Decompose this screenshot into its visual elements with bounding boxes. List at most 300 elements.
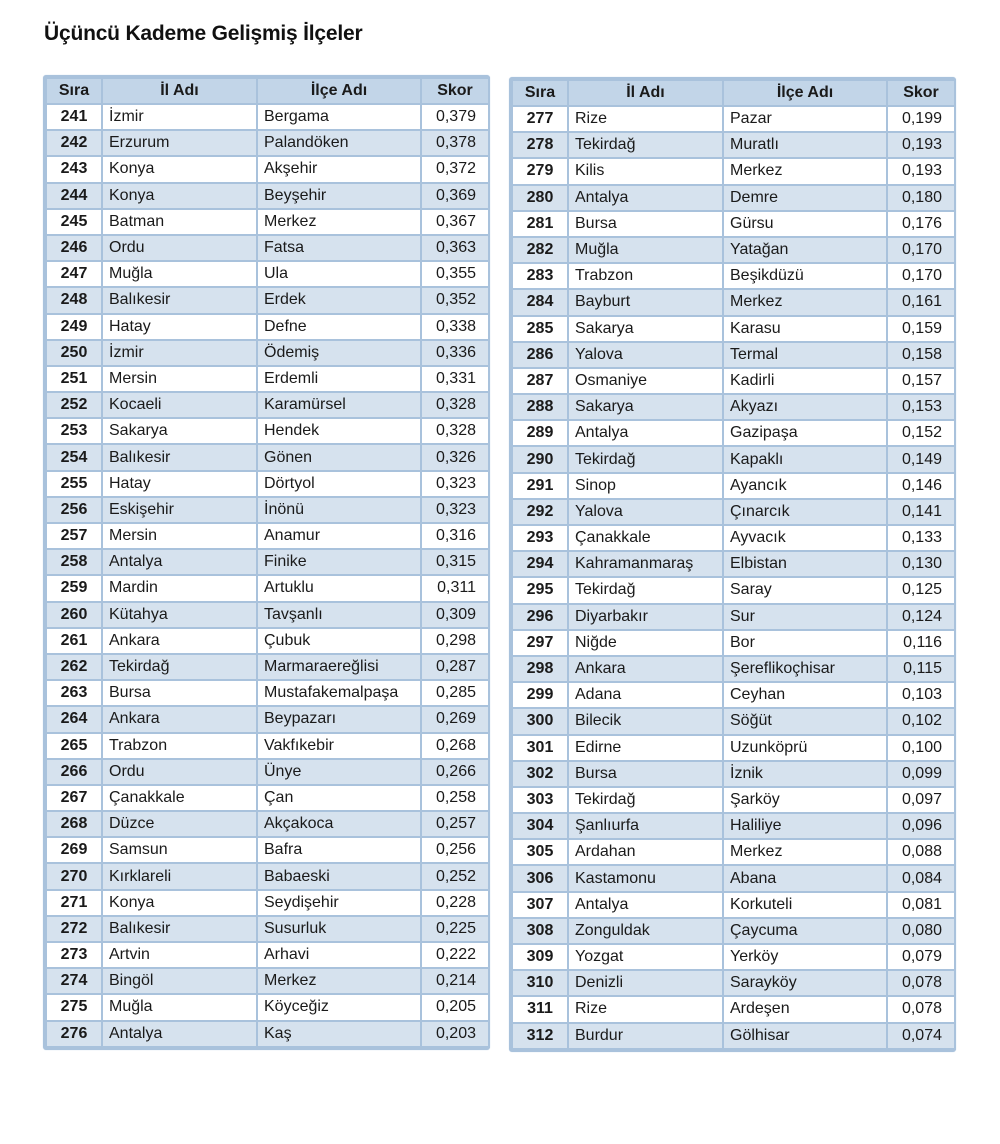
table-row	[46, 209, 489, 235]
district-cell: Karasu	[723, 316, 887, 342]
district-cell: Defne	[257, 314, 421, 340]
rank-cell: 298	[512, 656, 568, 682]
table-body-left	[46, 104, 489, 1047]
score-cell: 0,252	[421, 863, 489, 889]
score-cell: 0,125	[887, 577, 955, 603]
score-cell: 0,336	[421, 340, 489, 366]
province-cell: İzmir	[102, 340, 257, 366]
score-cell: 0,214	[421, 968, 489, 994]
rank-cell: 307	[512, 892, 568, 918]
rank-cell: 252	[46, 392, 102, 418]
province-cell: Mersin	[102, 366, 257, 392]
rank-cell: 265	[46, 733, 102, 759]
district-cell: Ardeşen	[723, 996, 887, 1022]
table-row	[46, 104, 489, 130]
rank-cell: 303	[512, 787, 568, 813]
score-cell: 0,097	[887, 787, 955, 813]
table-row	[512, 420, 955, 446]
rank-cell: 290	[512, 446, 568, 472]
table-row	[46, 602, 489, 628]
rank-cell: 289	[512, 420, 568, 446]
province-cell: Çanakkale	[102, 785, 257, 811]
score-cell: 0,157	[887, 368, 955, 394]
score-cell: 0,311	[421, 575, 489, 601]
rank-cell: 297	[512, 630, 568, 656]
district-cell: Mustafakemalpaşa	[257, 680, 421, 706]
score-cell: 0,323	[421, 471, 489, 497]
score-cell: 0,331	[421, 366, 489, 392]
district-cell: Palandöken	[257, 130, 421, 156]
table-row	[512, 446, 955, 472]
score-cell: 0,133	[887, 525, 955, 551]
rank-cell: 261	[46, 628, 102, 654]
district-cell: Gazipaşa	[723, 420, 887, 446]
score-cell: 0,079	[887, 944, 955, 970]
province-cell: Bursa	[568, 761, 723, 787]
province-cell: Kocaeli	[102, 392, 257, 418]
rank-cell: 285	[512, 316, 568, 342]
table-row	[512, 158, 955, 184]
score-cell: 0,369	[421, 183, 489, 209]
column-header-district: İlçe Adı	[257, 78, 421, 104]
rank-cell: 288	[512, 394, 568, 420]
rank-cell: 264	[46, 706, 102, 732]
table-header-row	[512, 80, 955, 106]
table-row	[512, 185, 955, 211]
table-row	[46, 890, 489, 916]
column-header-score: Skor	[887, 80, 955, 106]
table-row	[512, 211, 955, 237]
score-cell: 0,141	[887, 499, 955, 525]
score-cell: 0,225	[421, 916, 489, 942]
rank-cell: 310	[512, 970, 568, 996]
rank-cell: 273	[46, 942, 102, 968]
score-cell: 0,159	[887, 316, 955, 342]
province-cell: Ankara	[102, 628, 257, 654]
province-cell: Artvin	[102, 942, 257, 968]
table-row	[46, 314, 489, 340]
district-cell: Merkez	[723, 289, 887, 315]
province-cell: Kırklareli	[102, 863, 257, 889]
district-cell: Fatsa	[257, 235, 421, 261]
score-cell: 0,338	[421, 314, 489, 340]
table-row	[512, 865, 955, 891]
province-cell: Antalya	[102, 1021, 257, 1047]
district-cell: Ayvacık	[723, 525, 887, 551]
score-cell: 0,099	[887, 761, 955, 787]
score-cell: 0,080	[887, 918, 955, 944]
province-cell: Rize	[568, 106, 723, 132]
district-cell: Erdek	[257, 287, 421, 313]
score-cell: 0,266	[421, 759, 489, 785]
district-cell: Termal	[723, 342, 887, 368]
province-cell: Antalya	[568, 892, 723, 918]
rank-cell: 243	[46, 156, 102, 182]
score-cell: 0,130	[887, 551, 955, 577]
score-cell: 0,180	[887, 185, 955, 211]
table-row	[46, 863, 489, 889]
table-row	[512, 525, 955, 551]
province-cell: İzmir	[102, 104, 257, 130]
rank-cell: 271	[46, 890, 102, 916]
table-row	[512, 970, 955, 996]
province-cell: Bursa	[102, 680, 257, 706]
rank-cell: 305	[512, 839, 568, 865]
score-cell: 0,287	[421, 654, 489, 680]
table-row	[46, 287, 489, 313]
province-cell: Rize	[568, 996, 723, 1022]
rank-cell: 309	[512, 944, 568, 970]
province-cell: Burdur	[568, 1023, 723, 1049]
province-cell: Yalova	[568, 499, 723, 525]
score-cell: 0,100	[887, 735, 955, 761]
column-header-district: İlçe Adı	[723, 80, 887, 106]
table-row	[512, 944, 955, 970]
province-cell: Konya	[102, 183, 257, 209]
score-cell: 0,152	[887, 420, 955, 446]
column-header-rank: Sıra	[46, 78, 102, 104]
table-row	[46, 654, 489, 680]
score-cell: 0,193	[887, 158, 955, 184]
district-cell: Haliliye	[723, 813, 887, 839]
rank-cell: 304	[512, 813, 568, 839]
rank-cell: 283	[512, 263, 568, 289]
province-cell: Düzce	[102, 811, 257, 837]
district-cell: Yerköy	[723, 944, 887, 970]
rank-cell: 274	[46, 968, 102, 994]
rank-cell: 241	[46, 104, 102, 130]
province-cell: Tekirdağ	[568, 787, 723, 813]
table-row	[46, 628, 489, 654]
district-cell: İnönü	[257, 497, 421, 523]
province-cell: Balıkesir	[102, 287, 257, 313]
table-row	[512, 263, 955, 289]
table-row	[46, 706, 489, 732]
province-cell: Kilis	[568, 158, 723, 184]
table-row	[512, 656, 955, 682]
province-cell: Balıkesir	[102, 916, 257, 942]
table-row	[46, 1021, 489, 1047]
table-row	[512, 316, 955, 342]
district-cell: Akşehir	[257, 156, 421, 182]
score-cell: 0,115	[887, 656, 955, 682]
score-cell: 0,088	[887, 839, 955, 865]
score-cell: 0,328	[421, 392, 489, 418]
district-cell: Köyceğiz	[257, 994, 421, 1020]
rank-cell: 253	[46, 418, 102, 444]
table-row	[512, 106, 955, 132]
province-cell: Tekirdağ	[102, 654, 257, 680]
score-cell: 0,258	[421, 785, 489, 811]
score-cell: 0,116	[887, 630, 955, 656]
rank-cell: 281	[512, 211, 568, 237]
rank-cell: 258	[46, 549, 102, 575]
table-row	[46, 759, 489, 785]
table-row	[46, 523, 489, 549]
province-cell: Edirne	[568, 735, 723, 761]
province-cell: Antalya	[568, 420, 723, 446]
score-cell: 0,193	[887, 132, 955, 158]
district-cell: Ayancık	[723, 473, 887, 499]
district-cell: Akçakoca	[257, 811, 421, 837]
province-cell: Ankara	[568, 656, 723, 682]
rank-cell: 262	[46, 654, 102, 680]
province-cell: Yalova	[568, 342, 723, 368]
province-cell: Tekirdağ	[568, 577, 723, 603]
table-row	[46, 968, 489, 994]
rank-cell: 300	[512, 708, 568, 734]
district-cell: Söğüt	[723, 708, 887, 734]
province-cell: Diyarbakır	[568, 604, 723, 630]
score-cell: 0,158	[887, 342, 955, 368]
district-cell: Gürsu	[723, 211, 887, 237]
page-title: Üçüncü Kademe Gelişmiş İlçeler	[44, 22, 363, 45]
province-cell: Trabzon	[102, 733, 257, 759]
table-row	[46, 575, 489, 601]
rank-cell: 308	[512, 918, 568, 944]
score-cell: 0,146	[887, 473, 955, 499]
province-cell: Trabzon	[568, 263, 723, 289]
table-header-row	[46, 78, 489, 104]
table-row	[512, 577, 955, 603]
rank-cell: 293	[512, 525, 568, 551]
score-cell: 0,199	[887, 106, 955, 132]
score-cell: 0,078	[887, 996, 955, 1022]
table-row	[512, 604, 955, 630]
rank-cell: 242	[46, 130, 102, 156]
rank-cell: 292	[512, 499, 568, 525]
province-cell: Samsun	[102, 837, 257, 863]
rank-cell: 260	[46, 602, 102, 628]
district-cell: Şereflikoçhisar	[723, 656, 887, 682]
table-row	[512, 839, 955, 865]
table-row	[512, 918, 955, 944]
score-cell: 0,256	[421, 837, 489, 863]
rank-cell: 250	[46, 340, 102, 366]
rank-cell: 266	[46, 759, 102, 785]
rank-cell: 282	[512, 237, 568, 263]
table-row	[46, 811, 489, 837]
rank-cell: 251	[46, 366, 102, 392]
district-cell: Bafra	[257, 837, 421, 863]
district-cell: Susurluk	[257, 916, 421, 942]
table-row	[512, 1023, 955, 1049]
table-row	[512, 735, 955, 761]
province-cell: Erzurum	[102, 130, 257, 156]
ranking-table-left	[43, 75, 490, 1050]
district-cell: Demre	[723, 185, 887, 211]
province-cell: Muğla	[568, 237, 723, 263]
table-row	[46, 680, 489, 706]
score-cell: 0,352	[421, 287, 489, 313]
province-cell: Tekirdağ	[568, 446, 723, 472]
score-cell: 0,372	[421, 156, 489, 182]
province-cell: Niğde	[568, 630, 723, 656]
table-row	[46, 340, 489, 366]
rank-cell: 301	[512, 735, 568, 761]
district-cell: Gölhisar	[723, 1023, 887, 1049]
rank-cell: 306	[512, 865, 568, 891]
province-cell: Ankara	[102, 706, 257, 732]
table-row	[46, 418, 489, 444]
score-cell: 0,102	[887, 708, 955, 734]
province-cell: Tekirdağ	[568, 132, 723, 158]
district-cell: Beyşehir	[257, 183, 421, 209]
column-header-province: İl Adı	[102, 78, 257, 104]
district-cell: Erdemli	[257, 366, 421, 392]
table-row	[512, 813, 955, 839]
score-cell: 0,285	[421, 680, 489, 706]
district-cell: Kadirli	[723, 368, 887, 394]
province-cell: Sakarya	[102, 418, 257, 444]
district-cell: Korkuteli	[723, 892, 887, 918]
score-cell: 0,315	[421, 549, 489, 575]
district-cell: Ünye	[257, 759, 421, 785]
rank-cell: 270	[46, 863, 102, 889]
table-row	[46, 549, 489, 575]
score-cell: 0,309	[421, 602, 489, 628]
province-cell: Ardahan	[568, 839, 723, 865]
district-cell: Kapaklı	[723, 446, 887, 472]
province-cell: Bursa	[568, 211, 723, 237]
province-cell: Osmaniye	[568, 368, 723, 394]
score-cell: 0,316	[421, 523, 489, 549]
province-cell: Adana	[568, 682, 723, 708]
score-cell: 0,363	[421, 235, 489, 261]
district-cell: Yatağan	[723, 237, 887, 263]
score-cell: 0,222	[421, 942, 489, 968]
rank-cell: 249	[46, 314, 102, 340]
district-cell: Sur	[723, 604, 887, 630]
district-cell: Hendek	[257, 418, 421, 444]
district-cell: Ula	[257, 261, 421, 287]
district-cell: Kaş	[257, 1021, 421, 1047]
district-cell: Çaycuma	[723, 918, 887, 944]
rank-cell: 295	[512, 577, 568, 603]
table-row	[512, 761, 955, 787]
table-row	[46, 785, 489, 811]
rank-cell: 287	[512, 368, 568, 394]
table-row	[512, 289, 955, 315]
district-cell: Ceyhan	[723, 682, 887, 708]
district-cell: Bor	[723, 630, 887, 656]
province-cell: Bingöl	[102, 968, 257, 994]
district-cell: Anamur	[257, 523, 421, 549]
district-cell: Seydişehir	[257, 890, 421, 916]
province-cell: Sakarya	[568, 394, 723, 420]
score-cell: 0,298	[421, 628, 489, 654]
province-cell: Çanakkale	[568, 525, 723, 551]
rank-cell: 277	[512, 106, 568, 132]
rank-cell: 286	[512, 342, 568, 368]
table-row	[46, 497, 489, 523]
province-cell: Kahramanmaraş	[568, 551, 723, 577]
district-cell: Artuklu	[257, 575, 421, 601]
score-cell: 0,161	[887, 289, 955, 315]
table-row	[512, 551, 955, 577]
score-cell: 0,170	[887, 263, 955, 289]
table-row	[512, 708, 955, 734]
rank-cell: 280	[512, 185, 568, 211]
rank-cell: 312	[512, 1023, 568, 1049]
score-cell: 0,124	[887, 604, 955, 630]
score-cell: 0,074	[887, 1023, 955, 1049]
province-cell: Bayburt	[568, 289, 723, 315]
province-cell: Muğla	[102, 994, 257, 1020]
district-cell: Arhavi	[257, 942, 421, 968]
table-row	[46, 942, 489, 968]
table-row	[46, 156, 489, 182]
rank-cell: 294	[512, 551, 568, 577]
score-cell: 0,268	[421, 733, 489, 759]
column-header-score: Skor	[421, 78, 489, 104]
score-cell: 0,326	[421, 444, 489, 470]
district-cell: Şarköy	[723, 787, 887, 813]
district-cell: Çubuk	[257, 628, 421, 654]
table-row	[46, 994, 489, 1020]
table-row	[46, 733, 489, 759]
district-cell: Bergama	[257, 104, 421, 130]
table-row	[512, 237, 955, 263]
score-cell: 0,367	[421, 209, 489, 235]
score-cell: 0,378	[421, 130, 489, 156]
score-cell: 0,096	[887, 813, 955, 839]
score-cell: 0,269	[421, 706, 489, 732]
rank-cell: 254	[46, 444, 102, 470]
district-cell: Dörtyol	[257, 471, 421, 497]
score-cell: 0,170	[887, 237, 955, 263]
table-row	[46, 183, 489, 209]
district-cell: Merkez	[257, 968, 421, 994]
province-cell: Balıkesir	[102, 444, 257, 470]
district-cell: Elbistan	[723, 551, 887, 577]
district-cell: Beypazarı	[257, 706, 421, 732]
table-row	[46, 471, 489, 497]
table-row	[46, 261, 489, 287]
province-cell: Denizli	[568, 970, 723, 996]
district-cell: Gönen	[257, 444, 421, 470]
table-row	[512, 499, 955, 525]
district-cell: Uzunköprü	[723, 735, 887, 761]
rank-cell: 296	[512, 604, 568, 630]
district-cell: Karamürsel	[257, 392, 421, 418]
rank-cell: 257	[46, 523, 102, 549]
score-cell: 0,153	[887, 394, 955, 420]
rank-cell: 272	[46, 916, 102, 942]
score-cell: 0,205	[421, 994, 489, 1020]
table-row	[46, 130, 489, 156]
table-row	[512, 473, 955, 499]
rank-cell: 275	[46, 994, 102, 1020]
district-cell: Çan	[257, 785, 421, 811]
province-cell: Muğla	[102, 261, 257, 287]
column-header-rank: Sıra	[512, 80, 568, 106]
rank-cell: 269	[46, 837, 102, 863]
table-row	[512, 892, 955, 918]
score-cell: 0,103	[887, 682, 955, 708]
district-cell: Abana	[723, 865, 887, 891]
province-cell: Antalya	[102, 549, 257, 575]
district-cell: Pazar	[723, 106, 887, 132]
score-cell: 0,176	[887, 211, 955, 237]
district-cell: İznik	[723, 761, 887, 787]
table-row	[512, 394, 955, 420]
ranking-table-right	[509, 77, 956, 1052]
score-cell: 0,257	[421, 811, 489, 837]
district-cell: Merkez	[257, 209, 421, 235]
rank-cell: 245	[46, 209, 102, 235]
province-cell: Kütahya	[102, 602, 257, 628]
